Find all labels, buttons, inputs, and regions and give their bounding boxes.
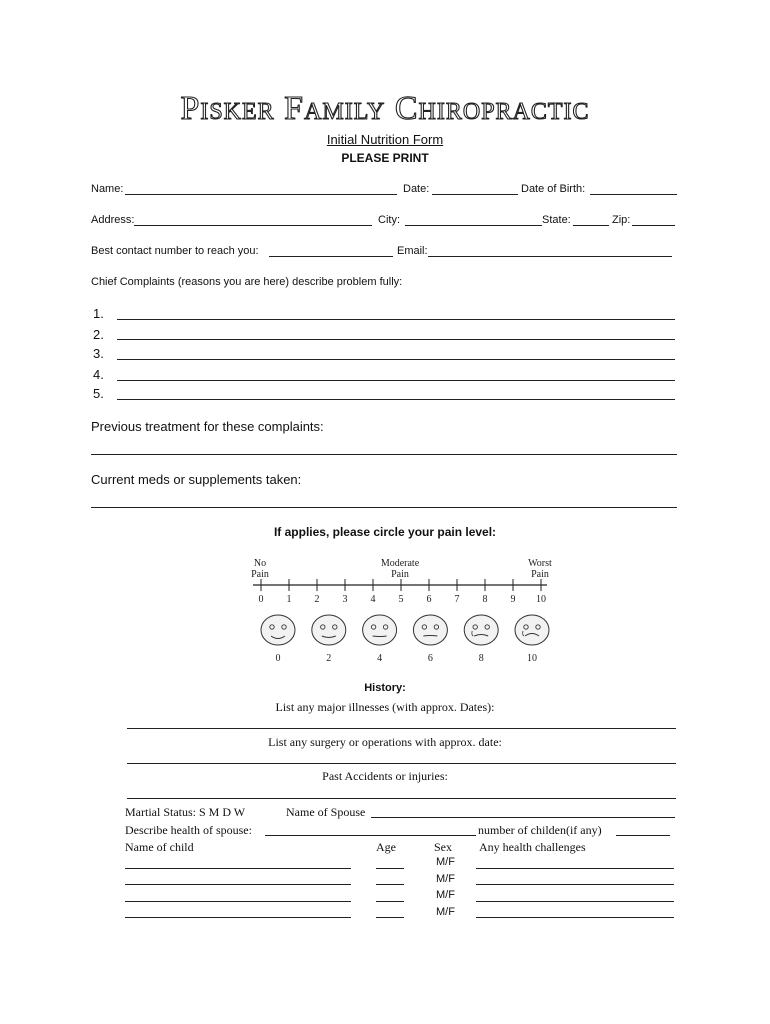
- address-field[interactable]: [134, 225, 372, 226]
- pain-scale-chart: [245, 555, 557, 665]
- dob-label: Date of Birth:: [521, 183, 586, 195]
- complaint-number: 4.: [93, 367, 104, 382]
- child-age-field[interactable]: [376, 901, 404, 902]
- date-field[interactable]: [432, 194, 518, 195]
- previous-treatment-label: Previous treatment for these complaints:: [91, 419, 324, 434]
- pain-scale-tick-label: 9: [510, 594, 516, 605]
- complaint-line[interactable]: [117, 339, 675, 340]
- complaint-line[interactable]: [117, 319, 675, 320]
- pain-face-label: 6: [427, 653, 433, 664]
- contact-field[interactable]: [269, 256, 393, 257]
- name-label: Name:: [91, 183, 124, 195]
- child-name-field[interactable]: [125, 901, 351, 902]
- date-label: Date:: [403, 183, 430, 195]
- child-health-field[interactable]: [476, 901, 674, 902]
- children-count-label: number of childen(if any): [478, 823, 602, 837]
- pain-scale-tick-label: 0: [258, 594, 264, 605]
- marital-status-label: Martial Status: S M D W: [125, 805, 246, 819]
- child-sex-option[interactable]: M/F: [436, 873, 455, 885]
- complaint-line[interactable]: [117, 399, 675, 400]
- moderate-pain-label: Moderate: [380, 558, 420, 569]
- moderate-pain-label: Pain: [391, 569, 409, 580]
- child-sex-option[interactable]: M/F: [436, 906, 455, 918]
- zip-label: Zip:: [612, 214, 631, 226]
- child-health-field[interactable]: [476, 884, 674, 885]
- surgery-field[interactable]: [127, 763, 676, 764]
- form-subtitle: Initial Nutrition Form: [326, 132, 444, 147]
- pain-face-label: 4: [377, 653, 383, 664]
- child-name-field[interactable]: [125, 868, 351, 869]
- history-heading: History:: [364, 682, 406, 694]
- address-label: Address:: [91, 214, 135, 226]
- email-field[interactable]: [428, 256, 672, 257]
- state-label: State:: [542, 214, 571, 226]
- child-health-field[interactable]: [476, 917, 674, 918]
- complaint-line[interactable]: [117, 359, 675, 360]
- illnesses-field[interactable]: [127, 728, 676, 729]
- complaint-number: 5.: [93, 386, 104, 401]
- pain-scale-tick-label: 7: [454, 594, 460, 605]
- spouse-health-field[interactable]: [265, 835, 476, 836]
- no-pain-label: No: [253, 558, 267, 569]
- complaint-number: 3.: [93, 346, 104, 361]
- child-name-field[interactable]: [125, 917, 351, 918]
- pain-face-label: 0: [275, 653, 281, 664]
- pain-face-label: 10: [527, 653, 537, 664]
- no-pain-label: Pain: [251, 569, 269, 580]
- city-field[interactable]: [405, 225, 542, 226]
- spouse-health-label: Describe health of spouse:: [125, 823, 252, 837]
- child-sex-option[interactable]: M/F: [436, 889, 455, 901]
- pain-scale-tick-label: 1: [286, 594, 292, 605]
- child-name-field[interactable]: [125, 884, 351, 885]
- current-meds-label: Current meds or supplements taken:: [91, 472, 302, 487]
- child-age-field[interactable]: [376, 917, 404, 918]
- children-count-field[interactable]: [616, 835, 670, 836]
- child-health-header: Any health challenges: [479, 840, 586, 854]
- illnesses-label: List any major illnesses (with approx. Dates):: [275, 700, 495, 714]
- contact-label: Best contact number to reach you:: [91, 245, 259, 257]
- pain-face-label: 2: [326, 653, 332, 664]
- child-name-header: Name of child: [125, 840, 194, 854]
- print-instruction: PLEASE PRINT: [341, 151, 429, 165]
- spouse-name-field[interactable]: [371, 817, 675, 818]
- pain-face-icon: [413, 615, 447, 645]
- pain-face-icon: [464, 615, 498, 645]
- complaints-label: Chief Complaints (reasons you are here) describe problem fully:: [91, 276, 403, 288]
- pain-scale-tick-label: 2: [314, 594, 320, 605]
- pain-face-icon: [312, 615, 346, 645]
- child-sex-header: Sex: [434, 840, 452, 854]
- child-age-header: Age: [376, 840, 396, 854]
- worst-pain-label: Pain: [531, 569, 549, 580]
- complaint-line[interactable]: [117, 380, 675, 381]
- pain-scale-tick-label: 4: [370, 594, 376, 605]
- complaint-number: 1.: [93, 306, 104, 321]
- pain-face-label: 8: [478, 653, 484, 664]
- child-health-field[interactable]: [476, 868, 674, 869]
- pain-scale-tick-label: 5: [398, 594, 404, 605]
- page-title: Pisker Family Chiropractic: [180, 90, 590, 127]
- child-age-field[interactable]: [376, 868, 404, 869]
- spouse-name-label: Name of Spouse: [286, 805, 366, 819]
- pain-scale-tick-label: 3: [342, 594, 348, 605]
- zip-field[interactable]: [632, 225, 675, 226]
- pain-scale-tick-label: 8: [482, 594, 488, 605]
- child-sex-option[interactable]: M/F: [436, 856, 455, 868]
- name-field[interactable]: [125, 194, 397, 195]
- current-meds-field[interactable]: [91, 507, 677, 508]
- pain-face-icon: [515, 615, 549, 645]
- worst-pain-label: Worst: [528, 558, 552, 569]
- accidents-field[interactable]: [127, 798, 676, 799]
- pain-heading: If applies, please circle your pain level:: [273, 525, 497, 539]
- pain-face-icon: [261, 615, 295, 645]
- email-label: Email:: [397, 245, 428, 257]
- complaint-number: 2.: [93, 327, 104, 342]
- accidents-label: Past Accidents or injuries:: [322, 769, 448, 783]
- child-age-field[interactable]: [376, 884, 404, 885]
- previous-treatment-field[interactable]: [91, 454, 677, 455]
- pain-scale-tick-label: 6: [426, 594, 432, 605]
- surgery-label: List any surgery or operations with approx. date:: [268, 735, 502, 749]
- city-label: City:: [378, 214, 400, 226]
- dob-field[interactable]: [590, 194, 677, 195]
- state-field[interactable]: [573, 225, 609, 226]
- pain-scale-tick-label: 10: [536, 594, 546, 605]
- pain-face-icon: [363, 615, 397, 645]
